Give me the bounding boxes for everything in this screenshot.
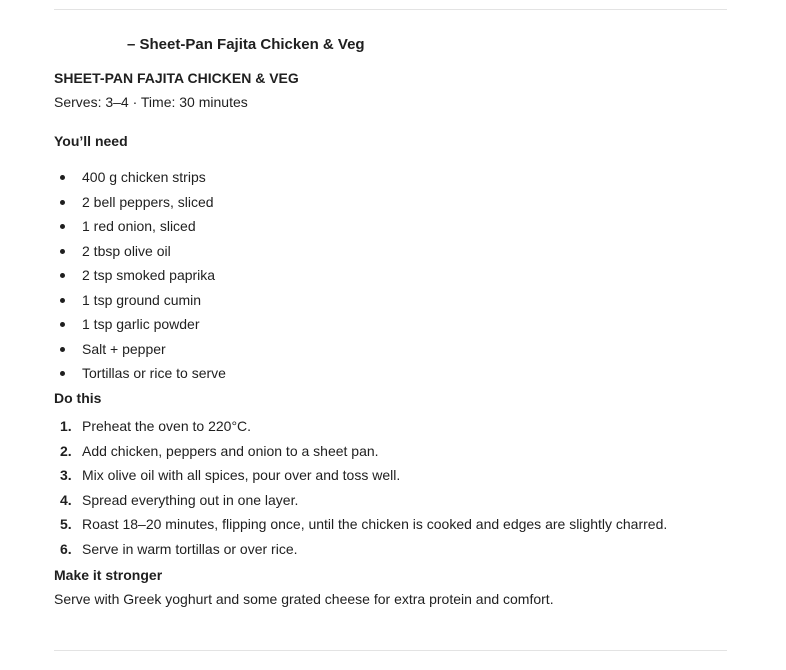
ingredients-list [54,168,734,382]
top-divider [54,9,727,10]
step-text: Spread everything out in one layer. [82,491,299,508]
page-title: – Sheet-Pan Fajita Chicken & Veg [127,36,365,53]
step-text: Serve in warm tortillas or over rice. [82,540,298,557]
ingredient-item [54,217,734,235]
bullet-icon [60,249,65,254]
bullet-icon [60,371,65,376]
step-number: 2. [60,442,72,459]
step-item [54,491,734,509]
ingredient-text: 2 bell peppers, sliced [82,193,214,210]
ingredient-item [54,168,734,186]
bullet-icon [60,224,65,229]
ingredient-item [54,340,734,358]
ingredient-text: Salt + pepper [82,340,166,357]
step-number: 1. [60,418,72,434]
ingredient-item [54,193,734,211]
bullet-icon [60,273,65,278]
ingredient-text: 1 tsp garlic powder [82,316,200,332]
ingredient-text: 400 g chicken strips [82,169,206,185]
ingredient-text: 1 red onion, sliced [82,218,196,234]
bullet-icon [60,175,65,180]
step-number: 3. [60,467,72,483]
step-text: Roast 18–20 minutes, flipping once, until the chicken is cooked and edges are slightly charred. [82,516,668,532]
step-text: Mix olive oil with all spices, pour over and toss well. [82,467,401,483]
ingredient-item [54,242,734,260]
ingredient-text: 2 tsp smoked paprika [82,267,216,283]
step-text: Preheat the oven to 220°C. [82,418,252,434]
ingredient-text: Tortillas or rice to serve [82,365,226,381]
ingredient-text: 1 tsp ground cumin [82,291,202,308]
steps-list [54,417,734,558]
recipe-card [54,69,734,608]
recipe-meta: Serves: 3–4 · Time: 30 minutes [54,94,248,110]
ingredient-item [54,315,734,333]
step-number: 4. [60,491,72,508]
ingredient-item [54,266,734,284]
bottom-divider [54,650,727,651]
steps-heading: Do this [54,390,102,406]
step-item [54,442,734,460]
ingredient-item [54,364,734,382]
step-item [54,466,734,484]
ingredients-heading: You’ll need [54,133,128,149]
bullet-icon [60,322,65,327]
bullet-icon [60,200,65,205]
step-item [54,540,734,558]
tips-text: Serve with Greek yoghurt and some grated cheese for extra protein and comfort. [54,590,554,607]
tips-heading: Make it stronger [54,566,163,583]
recipe-name: SHEET-PAN FAJITA CHICKEN & VEG [54,70,299,86]
ingredient-item [54,291,734,309]
ingredient-text: 2 tbsp olive oil [82,242,171,259]
step-item [54,417,734,435]
bullet-icon [60,298,65,303]
step-number: 6. [60,540,72,557]
step-number: 5. [60,516,72,532]
step-text: Add chicken, peppers and onion to a sheet pan. [82,442,379,459]
step-item [54,515,734,533]
bullet-icon [60,347,65,352]
